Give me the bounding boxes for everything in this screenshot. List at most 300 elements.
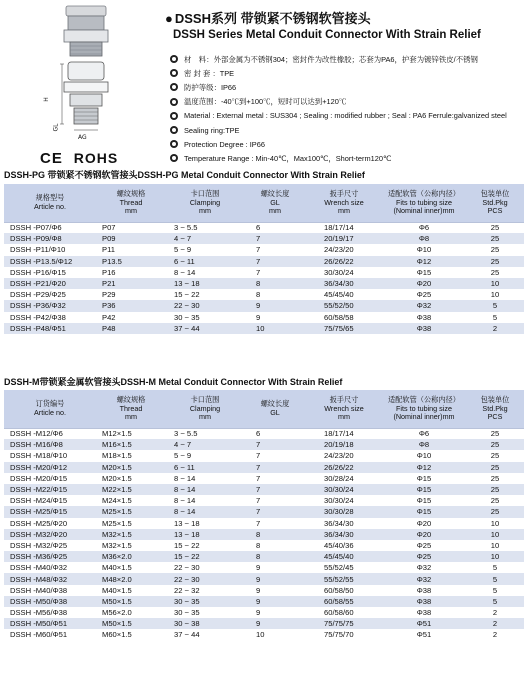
table-cell: 36/34/30 xyxy=(306,529,382,540)
column-header-line: 适配软管（公称内径） xyxy=(388,189,460,198)
spec-text: Material : External metal : SUS304 ; Sealing : modified rubber ; Seal : PA6 Ferrule:galvanized steel xyxy=(184,111,507,121)
table-cell: 13 ~ 18 xyxy=(166,518,244,529)
table-cell: P07 xyxy=(96,222,166,233)
table-cell: Φ20 xyxy=(382,529,466,540)
table-cell: 25 xyxy=(466,428,524,439)
table-cell: DSSH -P16/Φ15 xyxy=(4,267,96,278)
table-row xyxy=(4,506,524,517)
table-cell: Φ51 xyxy=(382,618,466,629)
spec-text: Temperature Range : Min-40℃，Max100℃，Short-term120℃ xyxy=(184,153,392,163)
table-cell: 7 xyxy=(244,450,306,461)
spec-text: 密 封 套 ：TPE xyxy=(184,68,235,78)
table-cell: 5 xyxy=(466,573,524,584)
table-row xyxy=(4,585,524,596)
table-cell: 25 xyxy=(466,244,524,255)
table-cell: 25 xyxy=(466,506,524,517)
column-header-line: Std.Pkg xyxy=(482,403,508,413)
table-cell: DSSH -M24/Φ15 xyxy=(4,495,96,506)
table-cell: 7 xyxy=(244,233,306,244)
table-cell: 22 ~ 30 xyxy=(166,300,244,311)
column-header-line: Article no. xyxy=(34,201,66,211)
table-cell: Φ6 xyxy=(382,428,466,439)
table-cell: P36 xyxy=(96,300,166,311)
column-header-line: PCS xyxy=(487,206,503,215)
table-cell: 2 xyxy=(466,618,524,629)
column-header xyxy=(306,390,382,428)
column-header-line: Thread xyxy=(119,403,143,413)
table-cell: 45/45/40 xyxy=(306,289,382,300)
table-cell: 7 xyxy=(244,267,306,278)
table-cell: 25 xyxy=(466,439,524,450)
table-cell: DSSH -M22/Φ15 xyxy=(4,484,96,495)
table-cell: 30 ~ 38 xyxy=(166,618,244,629)
column-header xyxy=(166,184,244,222)
spec-text: Sealing ring:TPE xyxy=(184,125,240,135)
column-header-line: mm xyxy=(269,206,281,215)
table-cell: 37 ~ 44 xyxy=(166,323,244,334)
spec-item xyxy=(170,123,525,137)
table-cell: 15 ~ 22 xyxy=(166,289,244,300)
table-cell: 7 xyxy=(244,244,306,255)
column-header-line: Fits to tubing size xyxy=(396,403,452,413)
table-cell: 10 xyxy=(466,540,524,551)
table-cell: 75/75/65 xyxy=(306,323,382,334)
table-cell: 6 ~ 11 xyxy=(166,256,244,267)
table-cell: 36/34/30 xyxy=(306,518,382,529)
table-cell: DSSH -M20/Φ15 xyxy=(4,473,96,484)
table-cell: DSSH -P42/Φ38 xyxy=(4,312,96,323)
table-cell: 36/34/30 xyxy=(306,278,382,289)
table-cell: M20×1.5 xyxy=(96,462,166,473)
column-header-line: 卡口范围 xyxy=(190,189,220,198)
table-cell: 55/52/45 xyxy=(306,562,382,573)
table-cell: M16×1.5 xyxy=(96,439,166,450)
table-cell: 7 xyxy=(244,256,306,267)
table-cell: 60/58/50 xyxy=(306,585,382,596)
table-cell: 20/19/17 xyxy=(306,233,382,244)
table-cell: 9 xyxy=(244,585,306,596)
table-cell: 8 xyxy=(244,278,306,289)
table-cell: Φ25 xyxy=(382,289,466,300)
m-spec-table xyxy=(4,390,524,641)
table-cell: P21 xyxy=(96,278,166,289)
table-cell: M12×1.5 xyxy=(96,428,166,439)
table-cell: DSSH -P29/Φ25 xyxy=(4,289,96,300)
table-cell: 3 ~ 5.5 xyxy=(166,222,244,233)
table-cell: Φ25 xyxy=(382,551,466,562)
table-cell: 13 ~ 18 xyxy=(166,278,244,289)
table-cell: 4 ~ 7 xyxy=(166,233,244,244)
table-cell: 5 xyxy=(466,596,524,607)
table-row xyxy=(4,428,524,439)
table-cell: M40×1.5 xyxy=(96,585,166,596)
table-cell: 18/17/14 xyxy=(306,428,382,439)
column-header-line: (Nominal inner)mm xyxy=(393,206,455,215)
bullet-icon xyxy=(170,126,178,134)
table-row xyxy=(4,473,524,484)
table-cell: 9 xyxy=(244,618,306,629)
pg-section-title: DSSH-PG 带锁紧不锈钢软管接头DSSH-PG Metal Conduit Connector With Strain Relief xyxy=(4,170,365,180)
dimension-h-label: H xyxy=(42,97,50,102)
table-cell: 8 ~ 14 xyxy=(166,473,244,484)
table-cell: 30/30/28 xyxy=(306,506,382,517)
spec-text: 温度范围：-40℃到+100℃，短时可以达到+120℃ xyxy=(184,97,347,107)
spec-item xyxy=(170,52,525,66)
table-cell: 8 xyxy=(244,529,306,540)
column-header-line: 包装单位 xyxy=(480,189,510,198)
column-header-line: mm xyxy=(338,206,350,215)
table-cell: 26/26/22 xyxy=(306,256,382,267)
column-header-line: 扳手尺寸 xyxy=(329,189,359,198)
table-cell: Φ15 xyxy=(382,473,466,484)
table-cell: M18×1.5 xyxy=(96,450,166,461)
table-cell: 2 xyxy=(466,323,524,334)
table-cell: Φ32 xyxy=(382,562,466,573)
table-cell: 45/40/36 xyxy=(306,540,382,551)
table-cell: 8 ~ 14 xyxy=(166,484,244,495)
table-cell: 26/26/22 xyxy=(306,462,382,473)
table-row xyxy=(4,312,524,323)
table-cell: M56×2.0 xyxy=(96,607,166,618)
table-cell: 7 xyxy=(244,518,306,529)
table-cell: 9 xyxy=(244,312,306,323)
dimension-ag-label: AG xyxy=(78,134,87,141)
table-row xyxy=(4,618,524,629)
bullet-icon: ● xyxy=(165,11,173,26)
table-row xyxy=(4,323,524,334)
table-header-row xyxy=(4,184,524,222)
table-cell: 8 xyxy=(244,551,306,562)
table-row xyxy=(4,439,524,450)
table-cell: Φ6 xyxy=(382,222,466,233)
table-row xyxy=(4,233,524,244)
table-cell: 25 xyxy=(466,450,524,461)
product-image xyxy=(58,4,114,134)
table-cell: 30 ~ 35 xyxy=(166,607,244,618)
table-cell: Φ15 xyxy=(382,495,466,506)
table-row xyxy=(4,596,524,607)
table-cell: 25 xyxy=(466,495,524,506)
spec-item xyxy=(170,109,525,123)
table-cell: DSSH -P07/Φ6 xyxy=(4,222,96,233)
spec-item xyxy=(170,137,525,151)
table-cell: 30 ~ 35 xyxy=(166,312,244,323)
table-cell: 10 xyxy=(244,323,306,334)
table-cell: 75/75/75 xyxy=(306,618,382,629)
table-cell: M60×1.5 xyxy=(96,629,166,640)
table-cell: DSSH -M50/Φ38 xyxy=(4,596,96,607)
column-header-line: 包装单位 xyxy=(480,395,510,404)
table-cell: Φ25 xyxy=(382,540,466,551)
table-cell: P16 xyxy=(96,267,166,278)
table-cell: DSSH -M40/Φ32 xyxy=(4,562,96,573)
table-cell: Φ20 xyxy=(382,278,466,289)
bullet-icon xyxy=(170,98,178,106)
table-cell: DSSH -M60/Φ51 xyxy=(4,629,96,640)
table-cell: 8 ~ 14 xyxy=(166,506,244,517)
table-cell: 9 xyxy=(244,596,306,607)
table-cell: 30/30/24 xyxy=(306,267,382,278)
table-cell: M20×1.5 xyxy=(96,473,166,484)
table-cell: Φ12 xyxy=(382,462,466,473)
column-header xyxy=(244,184,306,222)
table-cell: Φ10 xyxy=(382,244,466,255)
table-cell: 7 xyxy=(244,439,306,450)
table-cell: 5 xyxy=(466,300,524,311)
table-row xyxy=(4,518,524,529)
table-cell: Φ32 xyxy=(382,573,466,584)
title-english: DSSH Series Metal Conduit Connector With Strain Relief xyxy=(173,29,481,41)
table-cell: 30/28/24 xyxy=(306,473,382,484)
column-header xyxy=(466,390,524,428)
table-cell: 2 xyxy=(466,607,524,618)
table-cell: 55/52/55 xyxy=(306,573,382,584)
column-header-line: 扳手尺寸 xyxy=(329,395,359,404)
table-row xyxy=(4,289,524,300)
table-row xyxy=(4,484,524,495)
table-cell: 25 xyxy=(466,256,524,267)
table-cell: M25×1.5 xyxy=(96,518,166,529)
table-cell: 6 xyxy=(244,428,306,439)
table-row xyxy=(4,222,524,233)
table-cell: P13.5 xyxy=(96,256,166,267)
m-section-title: DSSH-M带锁紧金属软管接头DSSH-M Metal Conduit Connector With Strain Relief xyxy=(4,377,343,387)
table-cell: 22 ~ 30 xyxy=(166,562,244,573)
table-cell: 55/52/50 xyxy=(306,300,382,311)
bullet-icon xyxy=(170,140,178,148)
table-cell: 7 xyxy=(244,495,306,506)
table-cell: 9 xyxy=(244,607,306,618)
column-header-line: 适配软管（公称内径） xyxy=(388,395,460,404)
table-row xyxy=(4,267,524,278)
table-cell: DSSH -M56/Φ38 xyxy=(4,607,96,618)
table-cell: DSSH -M12/Φ6 xyxy=(4,428,96,439)
table-cell: 9 xyxy=(244,573,306,584)
table-cell: 22 ~ 30 xyxy=(166,573,244,584)
table-row xyxy=(4,450,524,461)
table-cell: DSSH -M48/Φ32 xyxy=(4,573,96,584)
column-header xyxy=(382,390,466,428)
column-header-line: GL xyxy=(270,407,280,417)
column-header-line: Std.Pkg xyxy=(482,197,508,207)
table-cell: 22 ~ 32 xyxy=(166,585,244,596)
table-header-row xyxy=(4,390,524,428)
ce-mark: CE xyxy=(40,150,63,167)
table-cell: 10 xyxy=(466,518,524,529)
table-cell: M48×2.0 xyxy=(96,573,166,584)
spec-item xyxy=(170,95,525,109)
table-cell: 8 ~ 14 xyxy=(166,267,244,278)
column-header-line: 螺纹规格 xyxy=(116,189,146,198)
column-header-line: 订货编号 xyxy=(35,399,65,409)
table-cell: 60/58/55 xyxy=(306,596,382,607)
table-cell: P42 xyxy=(96,312,166,323)
column-header-line: mm xyxy=(125,412,137,421)
spec-text: 防护等级：IP66 xyxy=(184,82,237,92)
spec-text: Protection Degree : IP66 xyxy=(184,139,265,149)
table-cell: Φ51 xyxy=(382,629,466,640)
table-cell: 7 xyxy=(244,506,306,517)
table-cell: 8 xyxy=(244,289,306,300)
bullet-icon xyxy=(170,69,178,77)
column-header-line: mm xyxy=(338,412,350,421)
table-cell: 24/23/20 xyxy=(306,244,382,255)
table-cell: Φ10 xyxy=(382,450,466,461)
column-header-line: mm xyxy=(199,412,211,421)
column-header xyxy=(96,184,166,222)
table-row xyxy=(4,529,524,540)
table-cell: 10 xyxy=(244,629,306,640)
table-cell: 9 xyxy=(244,300,306,311)
table-row xyxy=(4,300,524,311)
table-cell: DSSH -P36/Φ32 xyxy=(4,300,96,311)
table-cell: M50×1.5 xyxy=(96,618,166,629)
pg-spec-table xyxy=(4,184,524,334)
bullet-icon xyxy=(170,154,178,162)
column-header-line: mm xyxy=(125,206,137,215)
column-header-line: PCS xyxy=(487,412,503,421)
table-cell: 13 ~ 18 xyxy=(166,529,244,540)
table-cell: 8 xyxy=(244,540,306,551)
table-cell: 8 ~ 14 xyxy=(166,495,244,506)
table-cell: Φ20 xyxy=(382,518,466,529)
table-cell: P48 xyxy=(96,323,166,334)
table-cell: DSSH -M50/Φ51 xyxy=(4,618,96,629)
title-chinese-text: DSSH系列 带锁紧不锈钢软管接头 xyxy=(174,11,371,26)
spec-text: 材 料：外部金属为不锈钢304；密封件为改性橡胶；芯套为PA6，护套为镀锌铁皮/不锈钢 xyxy=(184,54,478,64)
column-header xyxy=(244,390,306,428)
table-cell: Φ32 xyxy=(382,300,466,311)
table-cell: 7 xyxy=(244,484,306,495)
table-cell: Φ8 xyxy=(382,439,466,450)
column-header xyxy=(4,390,96,428)
table-cell: DSSH -M16/Φ8 xyxy=(4,439,96,450)
table-cell: 7 xyxy=(244,473,306,484)
table-row xyxy=(4,540,524,551)
table-cell: Φ8 xyxy=(382,233,466,244)
table-cell: 30/30/24 xyxy=(306,484,382,495)
table-cell: 7 xyxy=(244,462,306,473)
table-cell: 18/17/14 xyxy=(306,222,382,233)
table-row xyxy=(4,607,524,618)
table-cell: 6 xyxy=(244,222,306,233)
table-cell: M22×1.5 xyxy=(96,484,166,495)
table-cell: DSSH -M18/Φ10 xyxy=(4,450,96,461)
table-cell: 37 ~ 44 xyxy=(166,629,244,640)
table-cell: M40×1.5 xyxy=(96,562,166,573)
column-header xyxy=(306,184,382,222)
table-row xyxy=(4,244,524,255)
spec-item xyxy=(170,151,525,165)
table-cell: 4 ~ 7 xyxy=(166,439,244,450)
table-cell: M50×1.5 xyxy=(96,596,166,607)
table-cell: 10 xyxy=(466,529,524,540)
table-row xyxy=(4,462,524,473)
table-row xyxy=(4,551,524,562)
table-cell: Φ12 xyxy=(382,256,466,267)
table-cell: DSSH -P09/Φ8 xyxy=(4,233,96,244)
table-cell: 25 xyxy=(466,267,524,278)
table-cell: P09 xyxy=(96,233,166,244)
column-header xyxy=(96,390,166,428)
table-cell: DSSH -P11/Φ10 xyxy=(4,244,96,255)
title-chinese xyxy=(165,8,520,27)
spec-item xyxy=(170,80,525,94)
column-header-line: GL xyxy=(270,197,280,207)
table-row xyxy=(4,495,524,506)
column-header xyxy=(166,390,244,428)
table-row xyxy=(4,278,524,289)
table-cell: P29 xyxy=(96,289,166,300)
spec-list xyxy=(170,52,525,166)
table-cell: Φ38 xyxy=(382,585,466,596)
table-cell: 25 xyxy=(466,462,524,473)
table-cell: 30 ~ 35 xyxy=(166,596,244,607)
column-header-line: Fits to tubing size xyxy=(396,197,452,207)
table-cell: Φ38 xyxy=(382,312,466,323)
column-header-line: Clamping xyxy=(189,403,221,413)
table-cell: Φ38 xyxy=(382,323,466,334)
table-cell: 3 ~ 5.5 xyxy=(166,428,244,439)
table-cell: 5 xyxy=(466,585,524,596)
column-header xyxy=(382,184,466,222)
column-header-line: 卡口范围 xyxy=(190,395,220,404)
table-cell: 25 xyxy=(466,233,524,244)
table-cell: 10 xyxy=(466,278,524,289)
column-header-line: mm xyxy=(199,206,211,215)
rohs-mark: ROHS xyxy=(73,150,119,166)
bullet-icon xyxy=(170,83,178,91)
table-cell: 75/75/70 xyxy=(306,629,382,640)
table-cell: DSSH -M25/Φ15 xyxy=(4,506,96,517)
column-header-line: 螺纹长度 xyxy=(260,399,290,409)
table-cell: Φ38 xyxy=(382,607,466,618)
table-cell: P11 xyxy=(96,244,166,255)
column-header-line: Wrench size xyxy=(324,403,364,413)
table-cell: DSSH -P48/Φ51 xyxy=(4,323,96,334)
table-cell: 24/23/20 xyxy=(306,450,382,461)
column-header-line: Wrench size xyxy=(324,197,364,207)
spec-item xyxy=(170,66,525,80)
dimension-gl-label: GL xyxy=(52,123,60,132)
table-cell: 45/45/40 xyxy=(306,551,382,562)
bullet-icon xyxy=(170,112,178,120)
table-cell: Φ38 xyxy=(382,596,466,607)
table-cell: DSSH -M25/Φ20 xyxy=(4,518,96,529)
table-row xyxy=(4,573,524,584)
table-cell: 5 xyxy=(466,562,524,573)
table-cell: 10 xyxy=(466,289,524,300)
table-cell: M24×1.5 xyxy=(96,495,166,506)
table-cell: Φ15 xyxy=(382,484,466,495)
table-cell: DSSH -M20/Φ12 xyxy=(4,462,96,473)
table-cell: M32×1.5 xyxy=(96,540,166,551)
table-cell: 30/30/24 xyxy=(306,495,382,506)
table-cell: 25 xyxy=(466,484,524,495)
table-cell: 10 xyxy=(466,551,524,562)
column-header-line: Thread xyxy=(119,197,143,207)
table-cell: DSSH -M32/Φ25 xyxy=(4,540,96,551)
table-cell: 25 xyxy=(466,222,524,233)
table-cell: 15 ~ 22 xyxy=(166,551,244,562)
table-cell: 25 xyxy=(466,473,524,484)
table-cell: Φ15 xyxy=(382,506,466,517)
table-cell: DSSH -P21/Φ20 xyxy=(4,278,96,289)
column-header xyxy=(466,184,524,222)
table-cell: 9 xyxy=(244,562,306,573)
table-row xyxy=(4,256,524,267)
column-header-line: 螺纹长度 xyxy=(260,189,290,198)
